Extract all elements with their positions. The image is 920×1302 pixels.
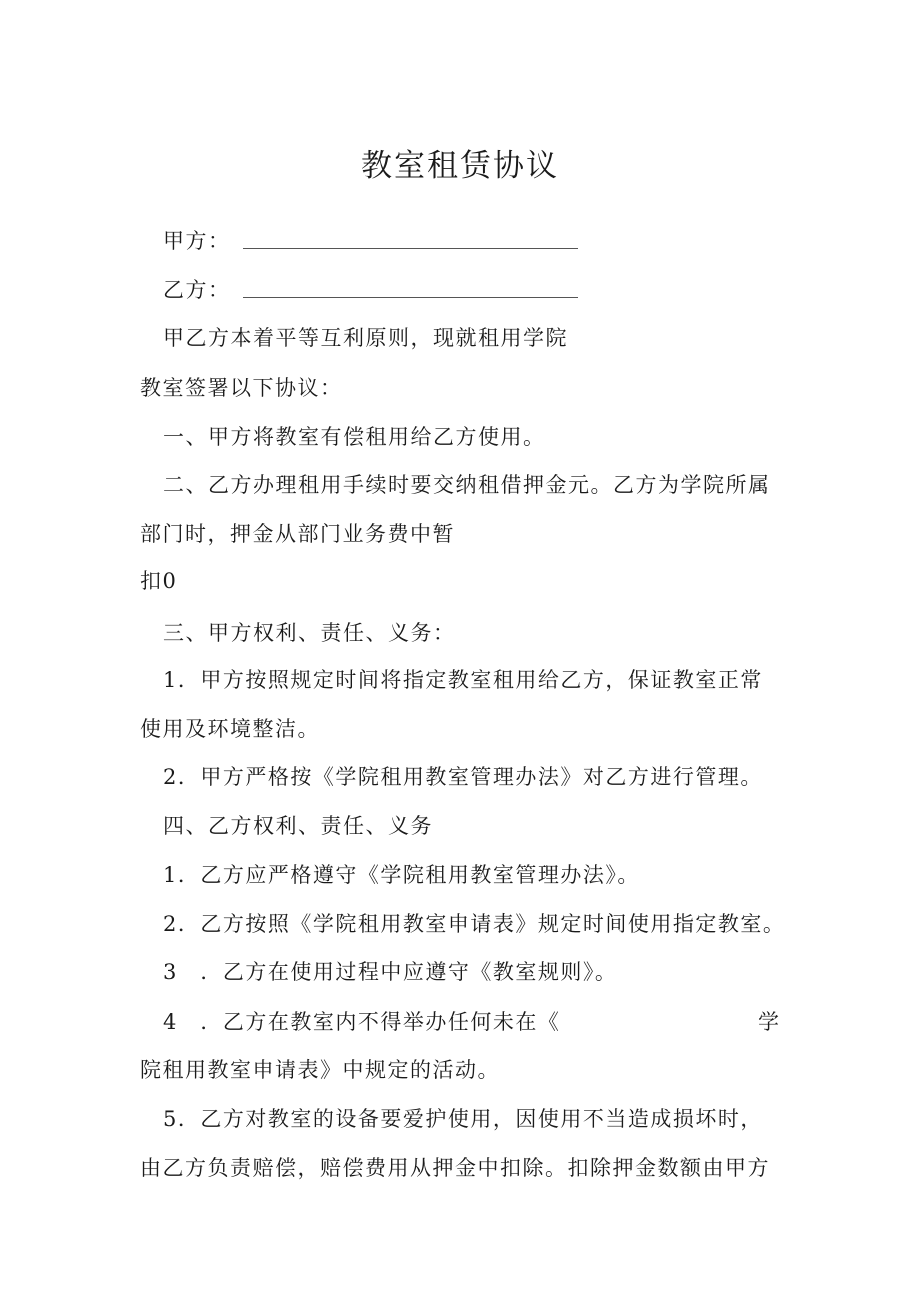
clause-4-item-3: 3 ．乙方在使用过程中应遵守《教室规则》。: [163, 960, 618, 984]
clause-4-item-1: 1．乙方应严格遵守《学院租用教室管理办法》。: [163, 863, 640, 887]
clause-1: 一、甲方将教室有偿租用给乙方使用。: [163, 425, 546, 449]
party-b-blank-line: [243, 297, 578, 298]
clause-4-item-4-line-1-left: 4 ．乙方在教室内不得举办任何未在《: [163, 1010, 561, 1034]
intro-line-1: 甲乙方本着平等互利原则，现就租用学院: [163, 326, 568, 350]
clause-4-item-4-line-2: 院租用教室申请表》中规定的活动。: [140, 1058, 500, 1082]
party-b-label: 乙方：: [163, 278, 231, 302]
clause-3-item-1-line-2: 使用及环境整洁。: [140, 717, 320, 741]
clause-4-item-5-line-2: 由乙方负责赔偿，赔偿费用从押金中扣除。扣除押金数额由甲方: [140, 1156, 770, 1180]
intro-line-2: 教室签署以下协议：: [140, 376, 343, 400]
clause-3-item-1-line-1: 1．甲方按照规定时间将指定教室租用给乙方，保证教室正常: [163, 668, 763, 692]
clause-4-item-4-line-1-right: 学: [758, 1010, 781, 1034]
document-title: 教室租赁协议: [361, 148, 559, 184]
clause-3-heading: 三、甲方权利、责任、义务：: [163, 621, 456, 645]
clause-4-item-2: 2．乙方按照《学院租用教室申请表》规定时间使用指定教室。: [163, 912, 786, 936]
clause-2-line-3: 扣0: [140, 569, 178, 593]
party-a-blank-line: [243, 248, 578, 249]
clause-3-item-2: 2．甲方严格按《学院租用教室管理办法》对乙方进行管理。: [163, 765, 763, 789]
party-a-label: 甲方：: [163, 229, 231, 253]
clause-4-heading: 四、乙方权利、责任、义务: [163, 814, 433, 838]
clause-4-item-5-line-1: 5．乙方对教室的设备要爱护使用，因使用不当造成损坏时，: [163, 1107, 763, 1131]
clause-2-line-1: 二、乙方办理租用手续时要交纳租借押金元。乙方为学院所属: [163, 473, 771, 497]
clause-2-line-2: 部门时，押金从部门业务费中暂: [140, 522, 455, 546]
